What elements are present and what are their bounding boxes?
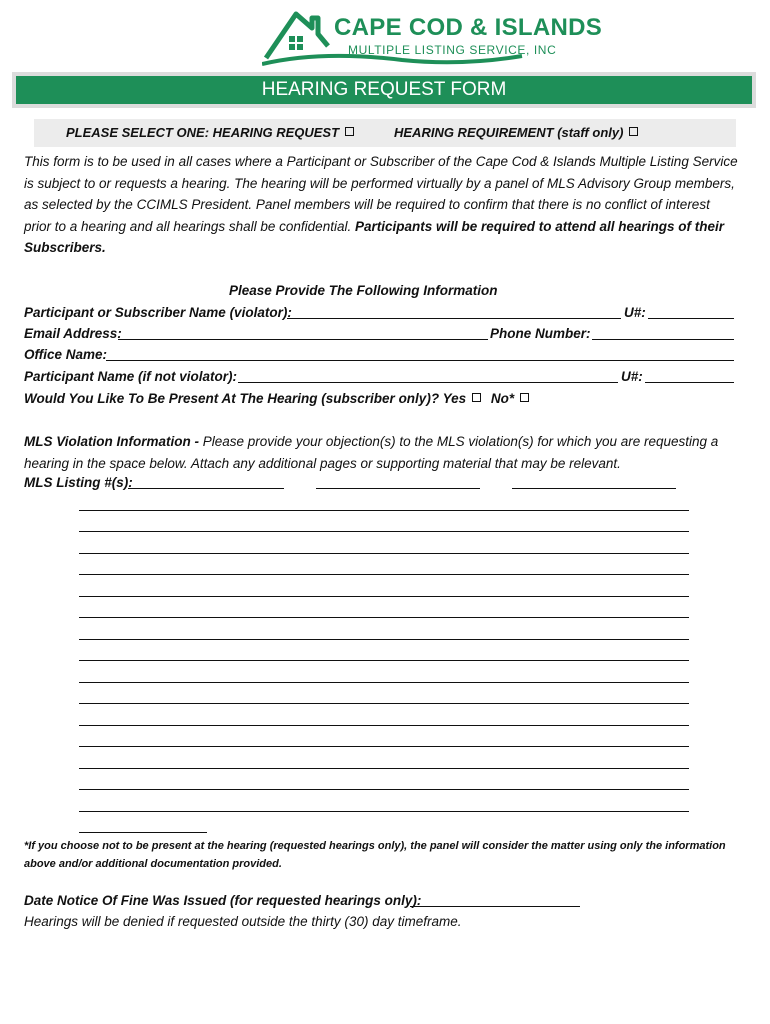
writing-line[interactable]: [79, 596, 689, 597]
hearing-requirement-label: HEARING REQUIREMENT (staff only): [394, 125, 624, 140]
office-name-label: Office Name:: [24, 347, 108, 362]
participant-name-field[interactable]: [287, 306, 621, 319]
mls-listing-field-3[interactable]: [512, 476, 676, 489]
phone-label: Phone Number:: [490, 326, 591, 341]
participant-name-label: Participant or Subscriber Name (violator):: [24, 305, 292, 320]
hearing-requirement-checkbox[interactable]: [629, 127, 638, 136]
writing-line[interactable]: [79, 553, 689, 554]
writing-line[interactable]: [79, 682, 689, 683]
violation-label: MLS Violation Information -: [24, 434, 199, 449]
hearing-request-label: PLEASE SELECT ONE: HEARING REQUEST: [66, 125, 340, 140]
writing-line[interactable]: [79, 617, 689, 618]
writing-line[interactable]: [79, 768, 689, 769]
mls-listing-field-2[interactable]: [316, 476, 480, 489]
writing-line[interactable]: [79, 574, 689, 575]
present-yes-label: Would You Like To Be Present At The Hearing (subscriber only)? Yes: [24, 391, 467, 406]
u-number-2-field[interactable]: [645, 370, 734, 383]
footnote: *If you choose not to be present at the hearing (requested hearings only), the panel will consider the matter using only the information above and/or additional documentation provided.: [24, 840, 726, 870]
office-name-field[interactable]: [106, 348, 734, 361]
phone-field[interactable]: [592, 327, 734, 340]
form-title: HEARING REQUEST FORM: [16, 76, 752, 104]
logo-subtitle: MULTIPLE LISTING SERVICE, INC: [348, 43, 557, 57]
u-number-label: U#:: [624, 305, 646, 320]
info-heading: Please Provide The Following Information: [229, 283, 498, 298]
writing-line[interactable]: [79, 746, 689, 747]
writing-line[interactable]: [79, 811, 689, 812]
u-number-2-label: U#:: [621, 369, 643, 384]
participant-if-not-violator-label: Participant Name (if not violator):: [24, 369, 238, 384]
fine-deadline-note: Hearings will be denied if requested outside the thirty (30) day timeframe.: [24, 914, 462, 929]
writing-line[interactable]: [79, 639, 689, 640]
writing-line[interactable]: [79, 660, 689, 661]
present-yes-checkbox[interactable]: [472, 393, 481, 402]
writing-line[interactable]: [79, 510, 689, 511]
mls-listing-field-1[interactable]: [128, 476, 284, 489]
logo-title: CAPE COD & ISLANDS: [334, 14, 603, 41]
fine-date-label: Date Notice Of Fine Was Issued (for requested hearings only):: [24, 893, 422, 908]
violation-paragraph: [24, 431, 740, 474]
present-at-hearing-question: [24, 391, 529, 406]
intro-text: This form is to be used in all cases where a Participant or Subscriber of the Cape Cod & Islands Multiple Listing Service is subject to or requests a hearing. The hearing will be performed virtually by a panel of MLS Advisory Group members, as selected by the CCIMLS President. Panel members will be required to confirm that there is no conflict of interest prior to a hearing and all hearings shall be confidential.: [24, 154, 738, 234]
writing-line[interactable]: [79, 531, 689, 532]
present-no-checkbox[interactable]: [520, 393, 529, 402]
present-no-label: No*: [490, 391, 515, 406]
participant-if-not-violator-field[interactable]: [238, 370, 618, 383]
mls-listing-label: MLS Listing #(s):: [24, 475, 133, 490]
hearing-request-checkbox[interactable]: [345, 127, 354, 136]
u-number-field[interactable]: [648, 306, 734, 319]
intro-paragraph: [24, 151, 740, 259]
writing-line[interactable]: [79, 789, 689, 790]
writing-line[interactable]: [79, 725, 689, 726]
email-field[interactable]: [118, 327, 488, 340]
select-one-bar: [34, 119, 736, 147]
fine-date-field[interactable]: [410, 894, 580, 907]
writing-line[interactable]: [79, 832, 207, 833]
writing-line[interactable]: [79, 703, 689, 704]
email-label: Email Address:: [24, 326, 122, 341]
violation-text: Please provide your objection(s) to the MLS violation(s) for which you are requesting a hearing in the space below. Attach any additional pages or supporting material that may be relevant.: [24, 434, 719, 471]
intro-bold-text: Participants will be required to attend all hearings of their Subscribers.: [24, 218, 725, 255]
